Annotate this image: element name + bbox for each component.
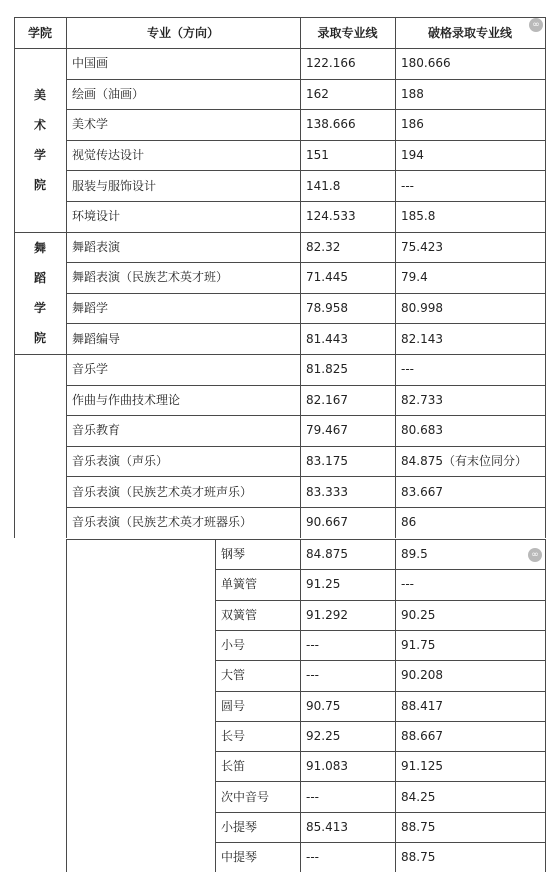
instrument-admit-score: 84.875 (306, 547, 348, 562)
exception-score: 75.423 (401, 239, 443, 254)
table-border (66, 507, 546, 508)
link-icon[interactable]: ∞ (529, 18, 543, 32)
instrument-admit-score: 92.25 (306, 728, 341, 743)
instrument-exception-score: 89.5 (401, 547, 428, 562)
college-char: 学 (33, 147, 46, 162)
table-border (66, 17, 67, 538)
table-border (215, 539, 216, 872)
instrument-name: 长号 (221, 728, 246, 743)
admit-score: 151 (306, 148, 329, 163)
exception-score: 82.733 (401, 392, 443, 407)
admit-score: 124.533 (306, 209, 356, 224)
instrument-name: 单簧管 (221, 577, 258, 592)
instrument-exception-score: 90.208 (401, 668, 443, 683)
exception-score: 185.8 (401, 209, 436, 224)
instrument-admit-score: --- (306, 789, 319, 804)
college-char: 学 (33, 300, 46, 315)
instrument-name: 圆号 (221, 698, 246, 713)
instrument-name: 次中音号 (221, 789, 270, 804)
table-border (300, 17, 301, 538)
instrument-exception-score: 91.75 (401, 638, 436, 653)
major-name: 音乐教育 (72, 423, 121, 438)
instrument-name: 大管 (221, 668, 246, 683)
instrument-name: 长笛 (221, 759, 246, 774)
table-border (66, 262, 546, 263)
major-name: 音乐学 (72, 362, 109, 377)
header-major: 专业（方向） (146, 25, 219, 40)
header-exception-score: 破格录取专业线 (427, 25, 512, 40)
instrument-admit-score: --- (306, 850, 319, 865)
instrument-name: 钢琴 (221, 547, 246, 562)
major-name: 环境设计 (72, 209, 121, 224)
admit-score: 81.825 (306, 362, 348, 377)
table-border (215, 600, 546, 601)
table-border (215, 812, 546, 813)
table-border (215, 781, 546, 782)
admit-score: 71.445 (306, 270, 348, 285)
instrument-exception-score: 91.125 (401, 759, 443, 774)
major-name: 音乐表演（民族艺术英才班器乐） (72, 515, 253, 530)
major-name: 舞蹈编导 (72, 331, 121, 346)
table-border (66, 476, 546, 477)
exception-score: 80.998 (401, 301, 443, 316)
exception-score: --- (401, 178, 414, 193)
instrument-name: 双簧管 (221, 607, 258, 622)
header-college: 学院 (27, 25, 52, 40)
link-icon[interactable]: ∞ (528, 548, 542, 562)
college-char: 美 (33, 87, 46, 102)
admit-score: 79.467 (306, 423, 348, 438)
header-admit-score: 录取专业线 (317, 25, 378, 40)
exception-score: 194 (401, 148, 424, 163)
college-char: 院 (33, 177, 46, 192)
major-name: 音乐表演（声乐） (72, 454, 169, 469)
admit-score: 141.8 (306, 178, 341, 193)
admit-score: 82.167 (306, 392, 348, 407)
table-border (215, 842, 546, 843)
major-name: 舞蹈表演（民族艺术英才班） (72, 270, 229, 285)
college-char: 舞 (33, 240, 46, 255)
major-name: 舞蹈表演 (72, 239, 121, 254)
table-border (14, 232, 546, 233)
table-border (545, 539, 546, 872)
table-border (66, 293, 546, 294)
table-border (395, 539, 396, 872)
admit-score: 81.443 (306, 331, 348, 346)
table-border (14, 48, 546, 49)
admit-score: 90.667 (306, 515, 348, 530)
instrument-name: 中提琴 (221, 850, 258, 865)
table-border (215, 660, 546, 661)
instrument-exception-score: 88.75 (401, 850, 436, 865)
admit-score: 78.958 (306, 301, 348, 316)
table-border (66, 140, 546, 141)
college-dance (14, 232, 66, 354)
table-border (215, 691, 546, 692)
table-border (300, 539, 301, 872)
table-border (66, 170, 546, 171)
exception-score: 86 (401, 515, 417, 530)
table-border (66, 539, 546, 540)
instrument-name: 小提琴 (221, 819, 258, 834)
exception-score: 188 (401, 86, 424, 101)
instrument-admit-score: 85.413 (306, 819, 348, 834)
table-border (215, 630, 546, 631)
table-border (545, 17, 546, 538)
table-border (66, 539, 67, 872)
instrument-admit-score: 91.083 (306, 759, 348, 774)
exception-score: 84.875（有末位同分） (401, 454, 527, 469)
table-border (66, 446, 546, 447)
instrument-name: 小号 (221, 638, 246, 653)
table-border (395, 17, 396, 538)
major-name: 美术学 (72, 117, 109, 132)
table-border (66, 323, 546, 324)
college-char: 蹈 (33, 270, 46, 285)
table-border (66, 109, 546, 110)
admit-score: 83.333 (306, 484, 348, 499)
instrument-admit-score: --- (306, 668, 319, 683)
table-border (14, 17, 546, 18)
major-name: 视觉传达设计 (72, 148, 145, 163)
instrument-exception-score: 90.25 (401, 607, 436, 622)
major-name: 舞蹈学 (72, 301, 109, 316)
instrument-admit-score: 90.75 (306, 698, 341, 713)
admit-score: 82.32 (306, 239, 341, 254)
major-name: 中国画 (72, 56, 109, 71)
college-char: 院 (33, 330, 46, 345)
exception-score: 82.143 (401, 331, 443, 346)
table-border (215, 721, 546, 722)
table-border (66, 79, 546, 80)
major-name: 服装与服饰设计 (72, 178, 157, 193)
instrument-exception-score: 84.25 (401, 789, 436, 804)
exception-score: 79.4 (401, 270, 428, 285)
instrument-exception-score: 88.417 (401, 698, 443, 713)
college-char: 术 (33, 117, 46, 132)
college-fine-arts (14, 48, 66, 232)
exception-score: 80.683 (401, 423, 443, 438)
instrument-exception-score: 88.667 (401, 728, 443, 743)
major-name: 绘画（油画） (72, 86, 145, 101)
instrument-admit-score: 91.25 (306, 577, 341, 592)
instrument-admit-score: 91.292 (306, 607, 348, 622)
exception-score: 186 (401, 117, 424, 132)
table-border (14, 17, 15, 538)
major-name: 作曲与作曲技术理论 (72, 392, 181, 407)
table-border (215, 751, 546, 752)
exception-score: 83.667 (401, 484, 443, 499)
admit-score: 122.166 (306, 56, 356, 71)
admit-score: 162 (306, 86, 329, 101)
table-border (66, 415, 546, 416)
instrument-exception-score: 88.75 (401, 819, 436, 834)
instrument-exception-score: --- (401, 577, 414, 592)
table-border (66, 385, 546, 386)
exception-score: --- (401, 362, 414, 377)
exception-score: 180.666 (401, 56, 451, 71)
admit-score: 83.175 (306, 454, 348, 469)
table-border (66, 201, 546, 202)
table-border (215, 569, 546, 570)
instrument-admit-score: --- (306, 638, 319, 653)
admit-score: 138.666 (306, 117, 356, 132)
table-border (14, 354, 546, 355)
major-name: 音乐表演（民族艺术英才班声乐） (72, 484, 253, 499)
